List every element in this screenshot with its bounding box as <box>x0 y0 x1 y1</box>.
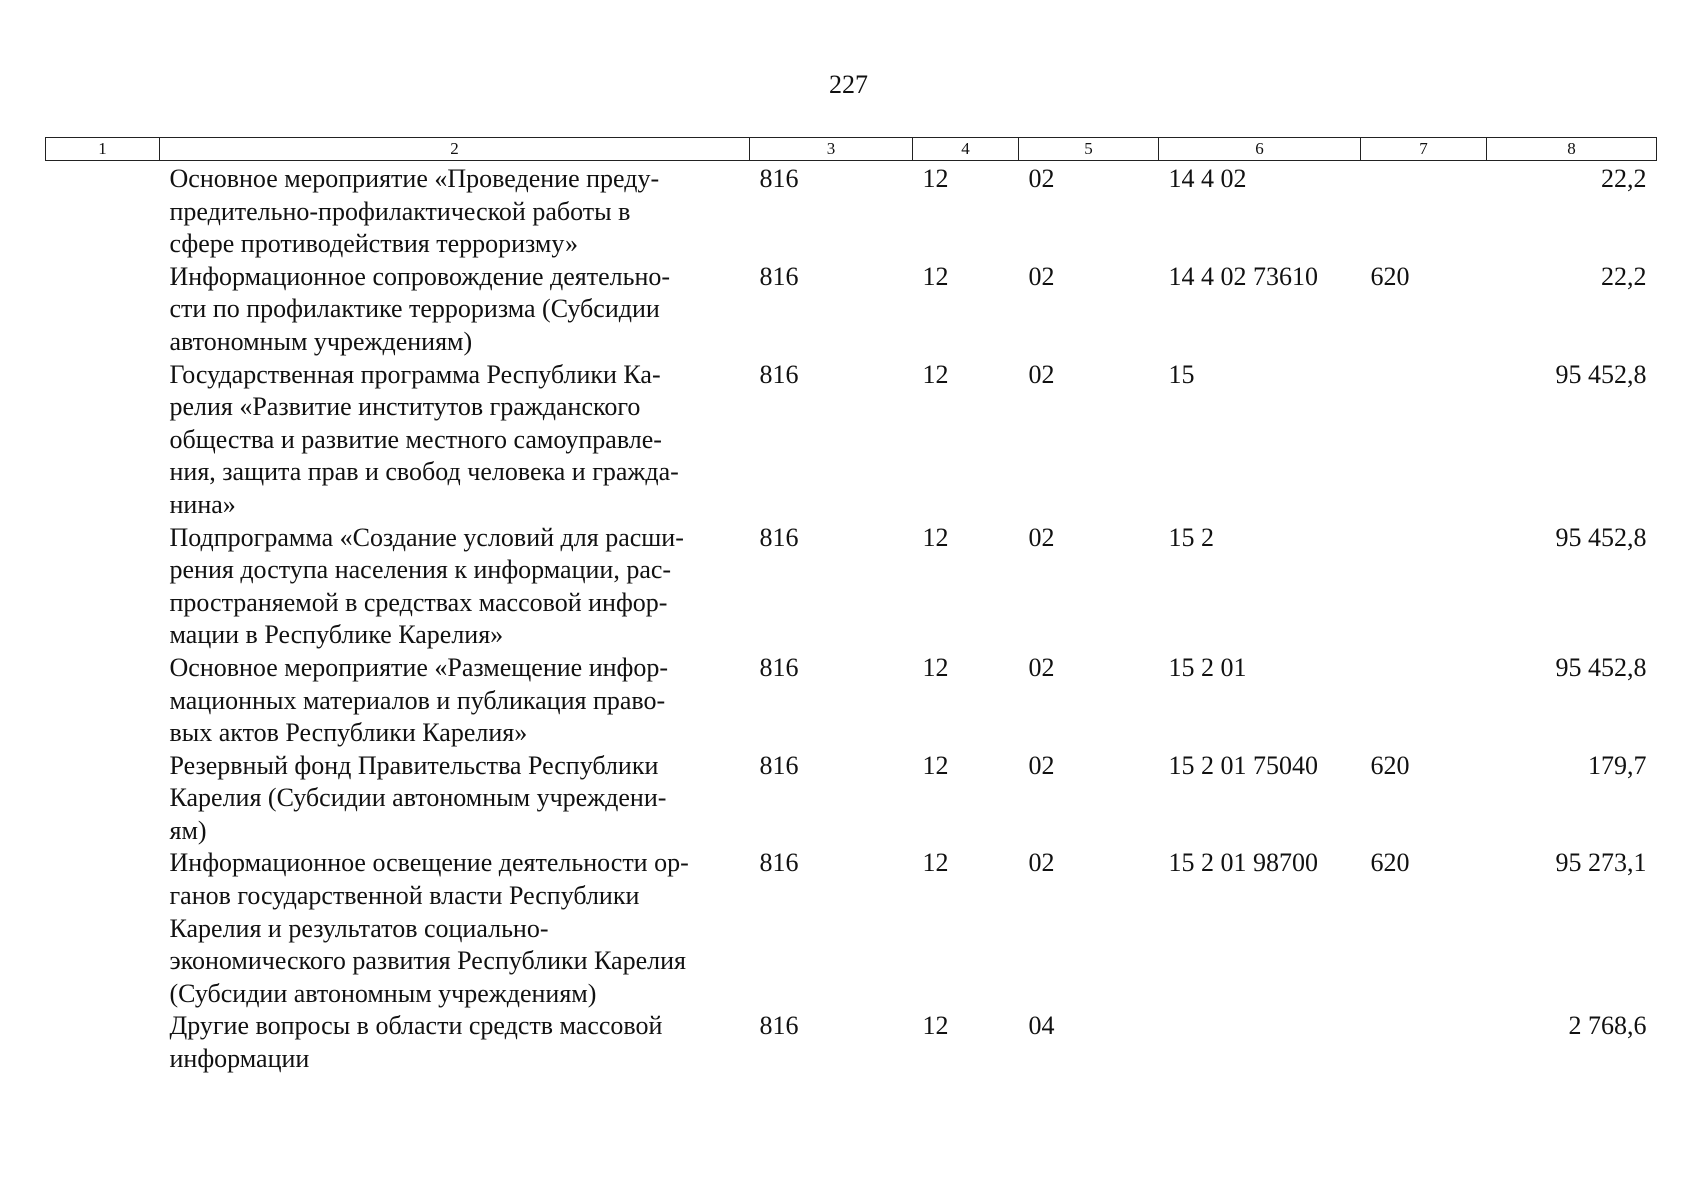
expense-type-cell: 620 <box>1370 848 1410 878</box>
table-row <box>46 261 1657 359</box>
row-number-cell <box>46 359 160 522</box>
ministry-code-cell: 816 <box>759 359 799 389</box>
expense-type-cell <box>1361 161 1487 261</box>
expense-type-cell <box>1361 652 1487 750</box>
table-row <box>46 652 1657 750</box>
column-header-8: 8 <box>1487 138 1657 161</box>
budget-table <box>45 137 1657 1076</box>
target-article-cell: 15 <box>1168 359 1195 389</box>
row-number-cell <box>46 750 160 848</box>
ministry-code-cell: 816 <box>759 1011 799 1041</box>
page-number: 227 <box>829 70 868 99</box>
section-cell: 12 <box>922 522 949 552</box>
section-cell: 12 <box>922 164 949 193</box>
target-article-cell: 15 2 01 75040 <box>1168 750 1318 780</box>
description-cell: Основное мероприятие «Размещение инфор- мационных материалов и публикация право- вых актов Республики Карелия» <box>169 652 669 748</box>
row-number-cell <box>46 652 160 750</box>
amount-cell: 2 768,6 <box>1568 1011 1647 1041</box>
description-cell: Информационное сопровождение деятельно- сти по профилактике терроризма (Субсидии автономным учреждениям) <box>169 261 671 356</box>
table-row <box>46 750 1657 848</box>
target-article-cell: 14 4 02 <box>1168 164 1247 193</box>
amount-cell: 95 452,8 <box>1555 652 1647 682</box>
description-cell: Основное мероприятие «Проведение преду- предительно-профилактической работы в сфере противодействия терроризму» <box>169 164 660 259</box>
target-article-cell: 15 2 01 98700 <box>1168 848 1318 878</box>
expense-type-cell <box>1361 522 1487 652</box>
expense-type-cell <box>1361 1010 1487 1075</box>
description-cell: Другие вопросы в области средств массовой информации <box>169 1011 663 1074</box>
expense-type-cell: 620 <box>1370 261 1410 291</box>
row-number-cell <box>46 161 160 261</box>
table-row <box>46 359 1657 522</box>
header-row <box>46 138 1657 161</box>
amount-cell: 22,2 <box>1601 261 1647 291</box>
section-cell: 12 <box>922 652 949 682</box>
column-header-6: 6 <box>1159 138 1361 161</box>
table-row <box>46 161 1657 261</box>
target-article-cell: 15 2 01 <box>1168 652 1247 682</box>
subsection-cell: 02 <box>1028 750 1055 780</box>
description-cell: Государственная программа Республики Ка- релия «Развитие институтов гражданского общества и развитие местного самоуправле- ния, защита прав и свобод человека и гражда- нина» <box>169 359 679 519</box>
expense-type-cell <box>1361 359 1487 522</box>
section-cell: 12 <box>922 848 949 878</box>
subsection-cell: 02 <box>1028 848 1055 878</box>
section-cell: 12 <box>922 750 949 780</box>
description-cell: Подпрограмма «Создание условий для расши- рения доступа населения к информации, рас- пространяемой в средствах массовой инфор- мации в Республике Карелия» <box>169 522 684 650</box>
amount-cell: 95 452,8 <box>1555 359 1647 389</box>
row-number-cell <box>46 522 160 652</box>
section-cell: 12 <box>922 1011 949 1041</box>
subsection-cell: 04 <box>1028 1011 1055 1041</box>
column-header-4: 4 <box>913 138 1019 161</box>
ministry-code-cell: 816 <box>759 652 799 682</box>
subsection-cell: 02 <box>1028 359 1055 389</box>
ministry-code-cell: 816 <box>759 261 799 291</box>
column-header-7: 7 <box>1361 138 1487 161</box>
column-header-2: 2 <box>160 138 750 161</box>
table-row <box>46 847 1657 1010</box>
section-cell: 12 <box>922 359 949 389</box>
table-body <box>46 161 1657 1076</box>
table-row <box>46 1010 1657 1075</box>
table-row <box>46 522 1657 652</box>
amount-cell: 95 452,8 <box>1555 522 1647 552</box>
description-cell: Информационное освещение деятельности ор- ганов государственной власти Республики Карелия и результатов социально- экономического развития Республики Карелия (Субсидии автономным учреждениям) <box>169 848 689 1008</box>
amount-cell: 22,2 <box>1601 164 1647 193</box>
ministry-code-cell: 816 <box>759 848 799 878</box>
column-header-5: 5 <box>1019 138 1159 161</box>
target-article-cell: 14 4 02 73610 <box>1168 261 1318 291</box>
subsection-cell: 02 <box>1028 164 1055 193</box>
row-number-cell <box>46 261 160 359</box>
amount-cell: 179,7 <box>1588 750 1647 780</box>
column-header-3: 3 <box>750 138 913 161</box>
column-header-1: 1 <box>46 138 160 161</box>
subsection-cell: 02 <box>1028 522 1055 552</box>
table-header <box>46 138 1657 161</box>
row-number-cell <box>46 847 160 1010</box>
ministry-code-cell: 816 <box>759 750 799 780</box>
description-cell: Резервный фонд Правительства Республики Карелия (Субсидии автономным учреждени- ям) <box>169 750 667 845</box>
ministry-code-cell: 816 <box>759 164 799 193</box>
subsection-cell: 02 <box>1028 261 1055 291</box>
expense-type-cell: 620 <box>1370 750 1410 780</box>
row-number-cell <box>46 1010 160 1075</box>
ministry-code-cell: 816 <box>759 522 799 552</box>
target-article-cell: 15 2 <box>1168 522 1214 552</box>
amount-cell: 95 273,1 <box>1555 848 1647 878</box>
target-article-cell <box>1159 1010 1361 1075</box>
subsection-cell: 02 <box>1028 652 1055 682</box>
section-cell: 12 <box>922 261 949 291</box>
